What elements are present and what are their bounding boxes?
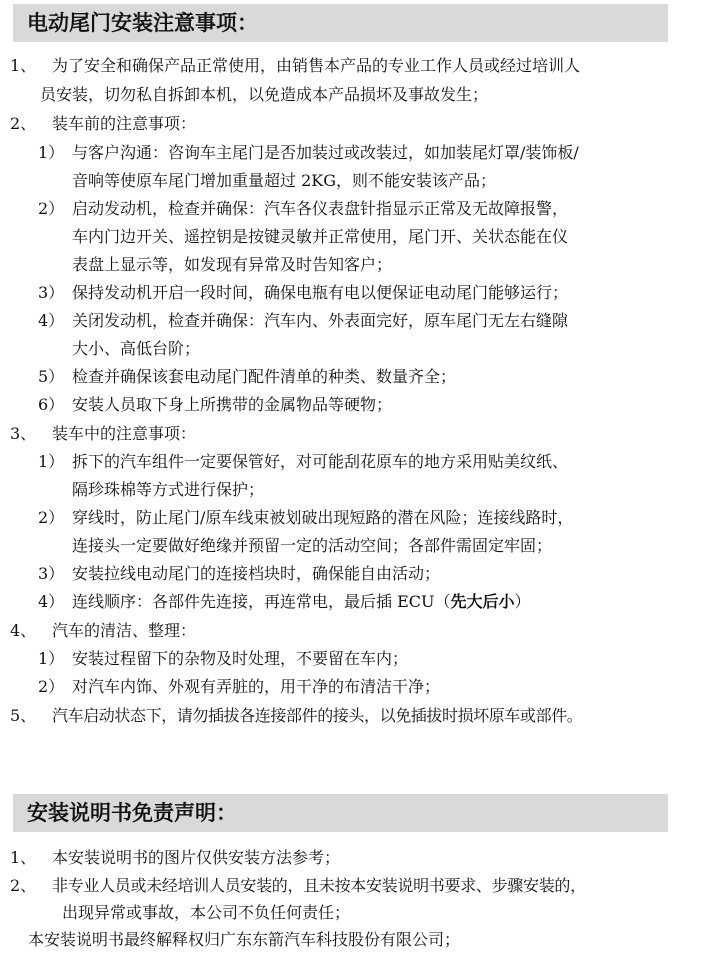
item-text: 为了安全和确保产品正常使用，由销售本产品的专业工作人员或经过培训人: [52, 56, 581, 75]
section-title-installation-notes: 电动尾门安装注意事项：: [13, 4, 668, 42]
emphasis-text: 先大后小: [450, 592, 515, 611]
item-number: 1、: [10, 56, 37, 75]
section-title-disclaimer: 安装说明书免责声明：: [13, 794, 668, 832]
